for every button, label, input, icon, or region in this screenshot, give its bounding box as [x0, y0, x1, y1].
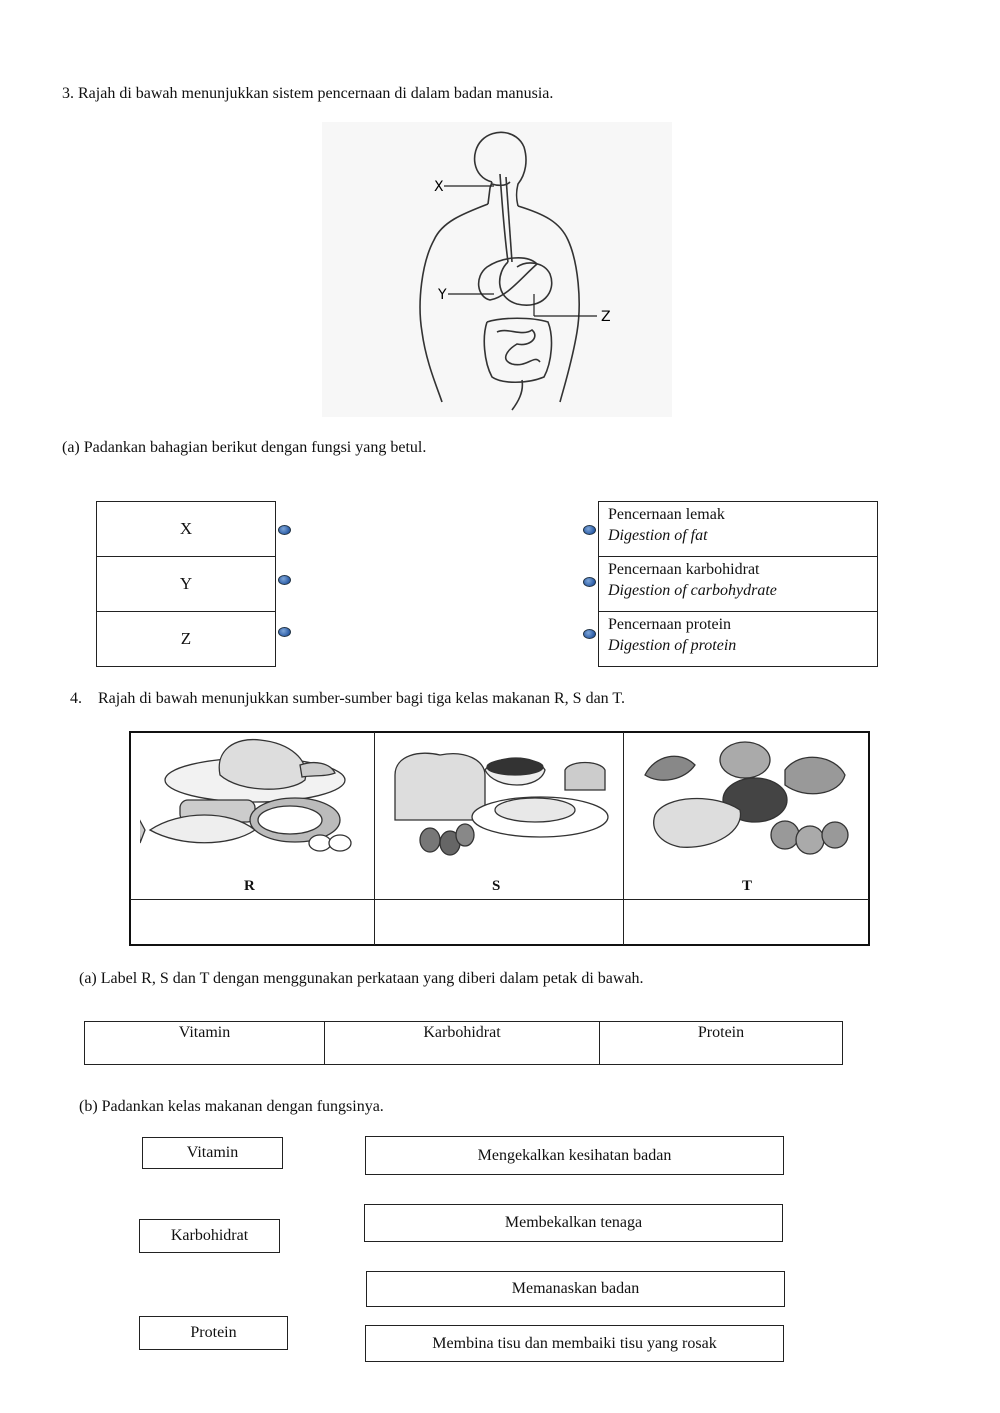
function-protein-english: Digestion of protein: [608, 637, 737, 654]
diagram-label-z: Z: [601, 309, 611, 325]
function-fat-english: Digestion of fat: [608, 527, 708, 544]
answer-slot-s[interactable]: [376, 901, 622, 944]
diagram-label-y: Y: [438, 287, 447, 303]
question-4-title: 4. Rajah di bawah menunjukkan sumber-sumber bagi tiga kelas makanan R, S dan T.: [70, 690, 625, 707]
class-karbohidrat-box[interactable]: Karbohidrat: [139, 1219, 280, 1253]
carbohydrate-foods-image: [385, 735, 615, 860]
part-y-box: [96, 556, 276, 612]
function-build-tissue-box[interactable]: Membina tisu dan membaiki tisu yang rosak: [365, 1325, 784, 1362]
function-maintain-health-box[interactable]: Mengekalkan kesihatan badan: [365, 1136, 784, 1175]
protein-foods-image: [140, 735, 365, 860]
part-y-label: Y: [179, 574, 193, 593]
question-4b-instruction: (b) Padankan kelas makanan dengan fungsinya.: [79, 1098, 384, 1115]
question-3-title: 3. Rajah di bawah menunjukkan sistem pencernaan di dalam badan manusia.: [62, 85, 554, 102]
food-label-s: S: [492, 878, 501, 894]
word-bank-vitamin[interactable]: Vitamin: [84, 1021, 325, 1065]
function-protein-malay: Pencernaan protein: [608, 616, 732, 633]
answer-slot-t[interactable]: [625, 901, 868, 944]
food-label-r: R: [244, 878, 255, 894]
part-z-label: Z: [180, 629, 192, 648]
function-protein-box: [598, 611, 878, 667]
word-bank-protein[interactable]: Protein: [599, 1021, 843, 1065]
class-vitamin-box[interactable]: Vitamin: [142, 1137, 283, 1169]
part-z-box: [96, 611, 276, 667]
function-supply-energy-box[interactable]: Membekalkan tenaga: [364, 1204, 783, 1242]
match-dot-carbohydrate[interactable]: [583, 577, 596, 587]
digestive-system-diagram: [322, 122, 672, 417]
question-4a-instruction: (a) Label R, S dan T dengan menggunakan perkataan yang diberi dalam petak di bawah.: [79, 970, 644, 987]
match-dot-fat[interactable]: [583, 525, 596, 535]
function-fat-malay: Pencernaan lemak: [608, 506, 725, 523]
part-x-box: [96, 501, 276, 557]
word-bank-karbohidrat[interactable]: Karbohidrat: [324, 1021, 600, 1065]
match-dot-z[interactable]: [278, 627, 291, 637]
match-dot-protein[interactable]: [583, 629, 596, 639]
function-carbohydrate-english: Digestion of carbohydrate: [608, 582, 777, 599]
food-label-t: T: [742, 878, 753, 894]
diagram-label-x: X: [434, 179, 444, 195]
answer-slot-r[interactable]: [131, 901, 373, 944]
function-fat-box: [598, 501, 878, 557]
vitamin-foods-image: [635, 735, 860, 860]
class-protein-box[interactable]: Protein: [139, 1316, 288, 1350]
function-warm-body-box[interactable]: Memanaskan badan: [366, 1271, 785, 1307]
question-3a-instruction: (a) Padankan bahagian berikut dengan fungsi yang betul.: [62, 439, 427, 456]
part-x-label: X: [179, 519, 193, 538]
function-carbohydrate-malay: Pencernaan karbohidrat: [608, 561, 760, 578]
match-dot-y[interactable]: [278, 575, 291, 585]
function-carbohydrate-box: [598, 556, 878, 612]
match-dot-x[interactable]: [278, 525, 291, 535]
